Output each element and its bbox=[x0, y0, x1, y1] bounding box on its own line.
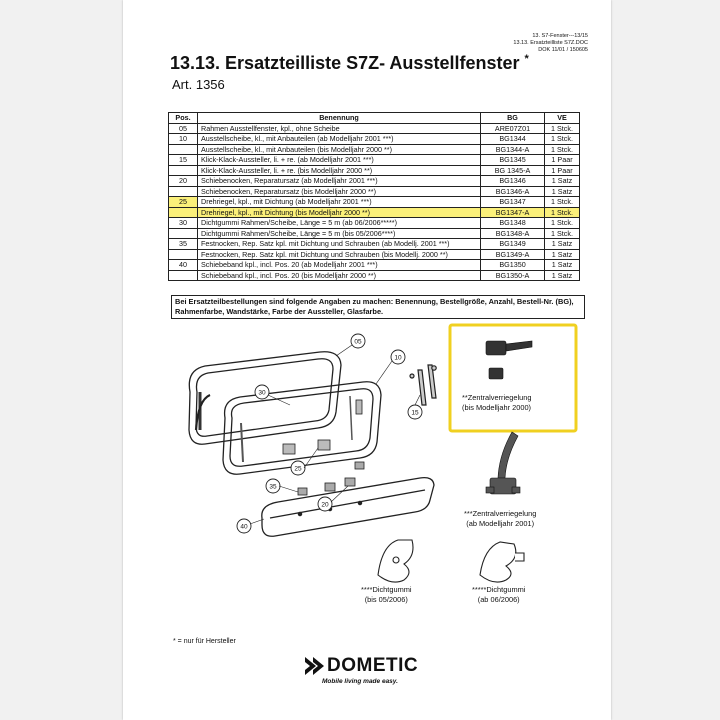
cell-ve: 1 Satz bbox=[545, 239, 580, 250]
cell-pos: 15 bbox=[169, 155, 198, 166]
cell-bg: BG1344 bbox=[481, 134, 545, 145]
cell-bg: BG 1345-A bbox=[481, 165, 545, 176]
cell-bg: BG1350 bbox=[481, 260, 545, 271]
ref-line: 13.13. Ersatzteilliste S7Z.DOC bbox=[513, 40, 588, 46]
page-title: 13.13. Ersatzteilliste S7Z- Ausstellfenster * bbox=[170, 53, 529, 73]
cell-ve: 1 Stck. bbox=[545, 144, 580, 155]
cell-bg: BG1346-A bbox=[481, 186, 545, 197]
article-number: Art. 1356 bbox=[172, 77, 225, 92]
callout-35-label: 35 bbox=[269, 483, 277, 491]
cell-ve: 1 Paar bbox=[545, 165, 580, 176]
cell-name: Festnocken, Rep. Satz kpl. mit Dichtung und Schrauben (bis Modellj. 2000 **) bbox=[198, 249, 481, 260]
cell-name: Ausstellscheibe, kl., mit Anbauteilen (ab Modelljahr 2001 ***) bbox=[198, 134, 481, 145]
cell-name: Schiebenocken, Reparatursatz (bis Modelljahr 2000 **) bbox=[198, 186, 481, 197]
cell-bg: BG1348-A bbox=[481, 228, 545, 239]
cell-bg: BG1347 bbox=[481, 197, 545, 208]
col-header-ve: VE bbox=[545, 113, 580, 124]
cell-bg: BG1348 bbox=[481, 218, 545, 229]
seal-profile-new-icon bbox=[480, 542, 524, 582]
cell-ve: 1 Satz bbox=[545, 176, 580, 187]
dometic-logo-mark bbox=[305, 657, 324, 675]
callout-25-label: 25 bbox=[294, 465, 302, 473]
cell-bg: BG1350-A bbox=[481, 270, 545, 281]
cell-name: Schiebenocken, Reparatursatz (ab Modelljahr 2001 ***) bbox=[198, 176, 481, 187]
callout-30-label: 30 bbox=[258, 389, 266, 397]
brand-tagline: Mobile living made easy. bbox=[322, 678, 398, 685]
col-header-name: Benennung bbox=[198, 113, 481, 124]
lock-new-caption: ***Zentralverriegelung (ab Modelljahr 2001) bbox=[464, 509, 537, 528]
cell-ve: 1 Stck. bbox=[545, 134, 580, 145]
ref-line: DOK 11/01 / 150605 bbox=[538, 47, 588, 53]
cell-ve: 1 Satz bbox=[545, 249, 580, 260]
footnote: * = nur für Hersteller bbox=[173, 638, 236, 645]
cell-pos: 40 bbox=[169, 260, 198, 271]
cell-ve: 1 Stck. bbox=[545, 123, 580, 134]
central-lock-old-icon bbox=[486, 341, 532, 379]
cell-name: Drehriegel, kpl., mit Dichtung (ab Modelljahr 2001 ***) bbox=[198, 197, 481, 208]
cell-name: Festnocken, Rep. Satz kpl. mit Dichtung und Schrauben (ab Modellj. 2001 ***) bbox=[198, 239, 481, 250]
cell-name: Klick-Klack-Aussteller, li. + re. (bis Modelljahr 2000 **) bbox=[198, 165, 481, 176]
cell-pos: 25 bbox=[169, 197, 198, 208]
cell-bg: BG1346 bbox=[481, 176, 545, 187]
callout-circles bbox=[237, 334, 422, 533]
ref-line: 13. S7-Fenster---13/15 bbox=[532, 33, 588, 39]
cell-name: Klick-Klack-Aussteller, li. + re. (ab Modelljahr 2001 ***) bbox=[198, 155, 481, 166]
window-pane-10 bbox=[223, 382, 381, 474]
callout-20-label: 20 bbox=[321, 501, 329, 509]
cell-bg: BG1347-A bbox=[481, 207, 545, 218]
cell-pos: 35 bbox=[169, 239, 198, 250]
order-note: Bei Ersatzteilbestellungen sind folgende Angaben zu machen: Benennung, Bestellgröße, Anzahl, Bestell-Nr. (BG), Rahmenfarbe, Wandstärke, Farbe der Aussteller, Glasfarbe. bbox=[171, 295, 585, 319]
cell-pos: 05 bbox=[169, 123, 198, 134]
cell-ve: 1 Satz bbox=[545, 186, 580, 197]
seal-new-caption: *****Dichtgummi (ab 06/2006) bbox=[472, 585, 526, 604]
cell-bg: BG1349 bbox=[481, 239, 545, 250]
cell-pos: 20 bbox=[169, 176, 198, 187]
cell-pos: 30 bbox=[169, 218, 198, 229]
cell-name: Schiebeband kpl., incl. Pos. 20 (ab Modelljahr 2001 ***) bbox=[198, 260, 481, 271]
cell-name: Rahmen Ausstellfenster, kpl., ohne Scheibe bbox=[198, 123, 481, 134]
cell-bg: BG1344-A bbox=[481, 144, 545, 155]
seal-old-caption: ****Dichtgummi (bis 05/2006) bbox=[361, 585, 412, 604]
col-header-bg: BG bbox=[481, 113, 545, 124]
callout-40-label: 40 bbox=[240, 523, 248, 531]
cell-name: Dichtgummi Rahmen/Scheibe, Länge = 5 m (ab 06/2006*****) bbox=[198, 218, 481, 229]
cell-bg: BG1349-A bbox=[481, 249, 545, 260]
cell-name: Schiebeband kpl., incl. Pos. 20 (bis Modelljahr 2000 **) bbox=[198, 270, 481, 281]
seal-strip-30 bbox=[196, 395, 210, 430]
central-lock-new-icon bbox=[486, 432, 520, 494]
cell-ve: 1 Paar bbox=[545, 155, 580, 166]
brand-name: DOMETIC bbox=[327, 655, 419, 676]
cell-ve: 1 Stck. bbox=[545, 218, 580, 229]
cell-ve: 1 Stck. bbox=[545, 228, 580, 239]
seal-profile-old-icon bbox=[378, 540, 413, 582]
callout-05-label: 05 bbox=[354, 338, 362, 346]
cams-20-35 bbox=[298, 462, 364, 495]
cell-name: Dichtgummi Rahmen/Scheibe, Länge = 5 m (bis 05/2006****) bbox=[198, 228, 481, 239]
cell-bg: BG1345 bbox=[481, 155, 545, 166]
col-header-pos: Pos. bbox=[169, 113, 198, 124]
cell-pos: 10 bbox=[169, 134, 198, 145]
cell-ve: 1 Stck. bbox=[545, 207, 580, 218]
highlight-frame bbox=[450, 325, 576, 431]
cell-ve: 1 Satz bbox=[545, 270, 580, 281]
title-asterisk: * bbox=[524, 53, 529, 65]
lock-old-caption: **Zentralverriegelung (bis Modelljahr 2000) bbox=[462, 393, 532, 412]
callout-15-label: 15 bbox=[411, 409, 419, 417]
callout-10-label: 10 bbox=[394, 354, 402, 362]
stay-arms-15 bbox=[410, 365, 436, 405]
cell-ve: 1 Satz bbox=[545, 260, 580, 271]
cell-name: Drehriegel, kpl., mit Dichtung (bis Modelljahr 2000 **) bbox=[198, 207, 481, 218]
cell-ve: 1 Stck. bbox=[545, 197, 580, 208]
cell-bg: ARE07Z01 bbox=[481, 123, 545, 134]
cell-name: Ausstellscheibe, kl., mit Anbauteilen (bis Modelljahr 2000 **) bbox=[198, 144, 481, 155]
